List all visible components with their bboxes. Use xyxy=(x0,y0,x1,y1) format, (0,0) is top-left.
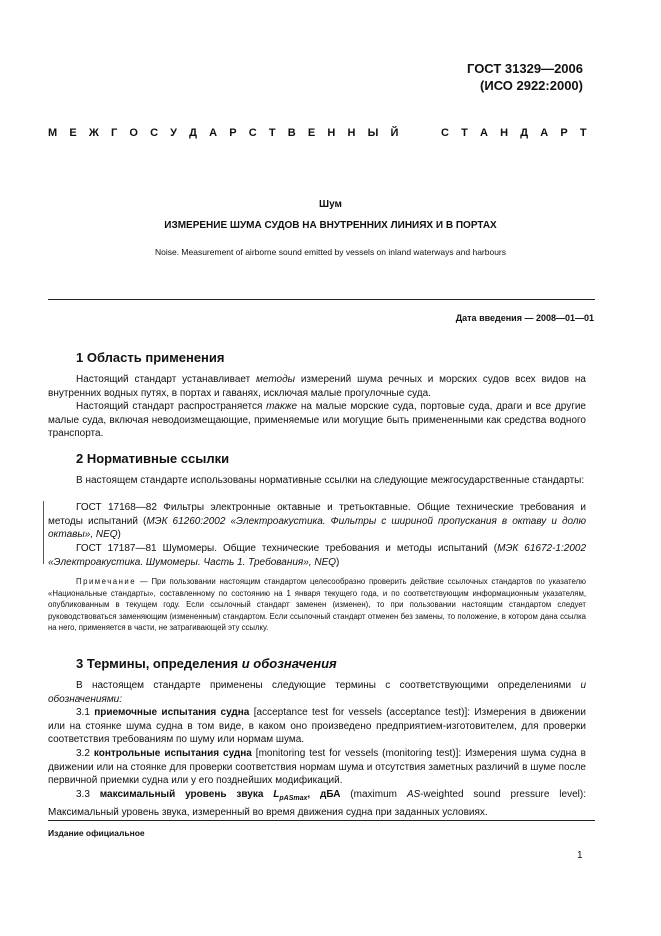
banner-letter: Е xyxy=(69,127,77,139)
section-2-paragraph-1: В настоящем стандарте использованы нормативные ссылки на следующие межгосударственные стандарты: xyxy=(76,475,585,486)
change-bar xyxy=(43,501,44,564)
banner-letter: С xyxy=(150,127,159,139)
banner-letter: А xyxy=(480,127,488,139)
banner-letter: С xyxy=(441,127,449,139)
banner-letter: Н xyxy=(327,127,336,139)
interstate-standard-banner xyxy=(48,127,587,139)
banner-letter: Т xyxy=(268,127,276,139)
banner-letter: Е xyxy=(307,127,316,139)
section-2-note: Примечание — При пользовании настоящим стандартом целесообразно проверить действие ссылочных стандартов по указателю «Национальные стандарты», составленному по состоянию на 1 января текущего года, и по соответствующим информационным указателям, опубликованным в текущем году. Если ссылочный стандарт заменен (изменен), то при пользовании настоящим стандартом следует руководствоваться заменяющим (измененным) стандартом. Если ссылочный стандарт отменен без замены, то положение, в котором дана ссылка на него, применяется в части, не затрагивающей эту ссылку. xyxy=(48,577,586,632)
banner-letter: Р xyxy=(560,127,568,139)
banner-gap xyxy=(426,127,429,139)
banner-letter: Н xyxy=(347,127,356,139)
gost-code-block xyxy=(467,60,583,94)
term-3-1: 3.1 приемочные испытания судна [acceptance test for vessels (acceptance test)]: Измерения в движении или на стоянке шума судна в том виде, в каком оно произведено предприятием-изготовителем, для проверки соответствия требованиям по шуму или нормам шума. xyxy=(48,707,586,745)
banner-letter: Т xyxy=(461,127,468,139)
title-divider xyxy=(48,299,595,300)
section-2-heading: 2 Нормативные ссылки xyxy=(76,451,230,466)
iso-number: (ИСО 2922:2000) xyxy=(480,78,583,93)
banner-letter: Д xyxy=(189,127,198,139)
official-edition-label: Издание официальное xyxy=(48,828,145,838)
section-3-paragraph-1: В настоящем стандарте применены следующие термины с соответствующими определениями и обозначениями: xyxy=(48,680,586,705)
term-3-3: 3.3 максимальный уровень звука $L_{pASmax}$, дБА (maximum AS-weighted sound pressure level): Максимальный уровень звука, измеренный во время движения судна при заданных условиях. xyxy=(48,789,586,818)
banner-gap xyxy=(411,127,414,139)
section-3-heading: 3 Термины, определения и обозначения xyxy=(76,656,337,671)
banner-letter: А xyxy=(540,127,549,139)
banner-letter: Ж xyxy=(88,127,99,139)
reference-gost-17187: ГОСТ 17187—81 Шумомеры. Общие технические требования и методы испытаний (МЭК 61672-1:2002 «Электроакустика. Шумомеры. Часть 1. Требования», NEQ) xyxy=(48,543,587,568)
banner-letter: М xyxy=(48,127,58,139)
banner-letter: В xyxy=(287,127,296,139)
reference-gost-17168: ГОСТ 17168—82 Фильтры электронные октавные и третьоктавные. Общие технические требования и методы испытаний (МЭК 61260:2002 «Электроакустика. Фильтры с шириной пропускания в октаву и долю октавы», NEQ) xyxy=(48,502,586,540)
banner-letter: А xyxy=(209,127,218,139)
banner-letter: Т xyxy=(579,127,587,139)
banner-letter: С xyxy=(248,127,257,139)
title-main: ИЗМЕРЕНИЕ ШУМА СУДОВ НА ВНУТРЕННИХ ЛИНИЯХ И В ПОРТАХ xyxy=(164,220,497,231)
introduction-date: Дата введения — 2008—01—01 xyxy=(455,313,594,323)
section-1-paragraph-1: Настоящий стандарт устанавливает методы измерений шума речных и морских судов всех видов на внутренних водных путях, в портах и гаванях, исключая малые прогулочные суда. xyxy=(48,374,586,399)
section-1-heading: 1 Область применения xyxy=(76,350,225,365)
banner-letter: Г xyxy=(110,127,118,139)
banner-letter: О xyxy=(129,127,138,139)
gost-number: ГОСТ 31329—2006 xyxy=(467,61,583,76)
footer-divider xyxy=(48,820,595,821)
section-1-paragraph-2: Настоящий стандарт распространяется также на малые морские суда, портовые суда, драги и все другие малые суда, включая неводоизмещающие, применяемые или могущие быть примененными как средства водного транспорта. xyxy=(48,401,586,439)
banner-letter: Й xyxy=(390,127,399,139)
term-3-2: 3.2 контрольные испытания судна [monitoring test for vessels (monitoring test)]: Измерения шума судна в движении или на стоянке для проверки соответствия нормам шума и отсутствия заметных различий в шуме после первичной приемки судна или у его позднейших модификаций. xyxy=(48,748,586,786)
banner-letter: Н xyxy=(500,127,509,139)
title-short: Шум xyxy=(319,199,342,210)
banner-letter: Ы xyxy=(367,127,379,139)
title-english: Noise. Measurement of airborne sound emitted by vessels on inland waterways and harbours xyxy=(154,247,507,257)
banner-letter: Д xyxy=(520,127,529,139)
banner-letter: У xyxy=(170,127,178,139)
banner-letter: Р xyxy=(229,127,237,139)
page-number: 1 xyxy=(577,850,583,861)
